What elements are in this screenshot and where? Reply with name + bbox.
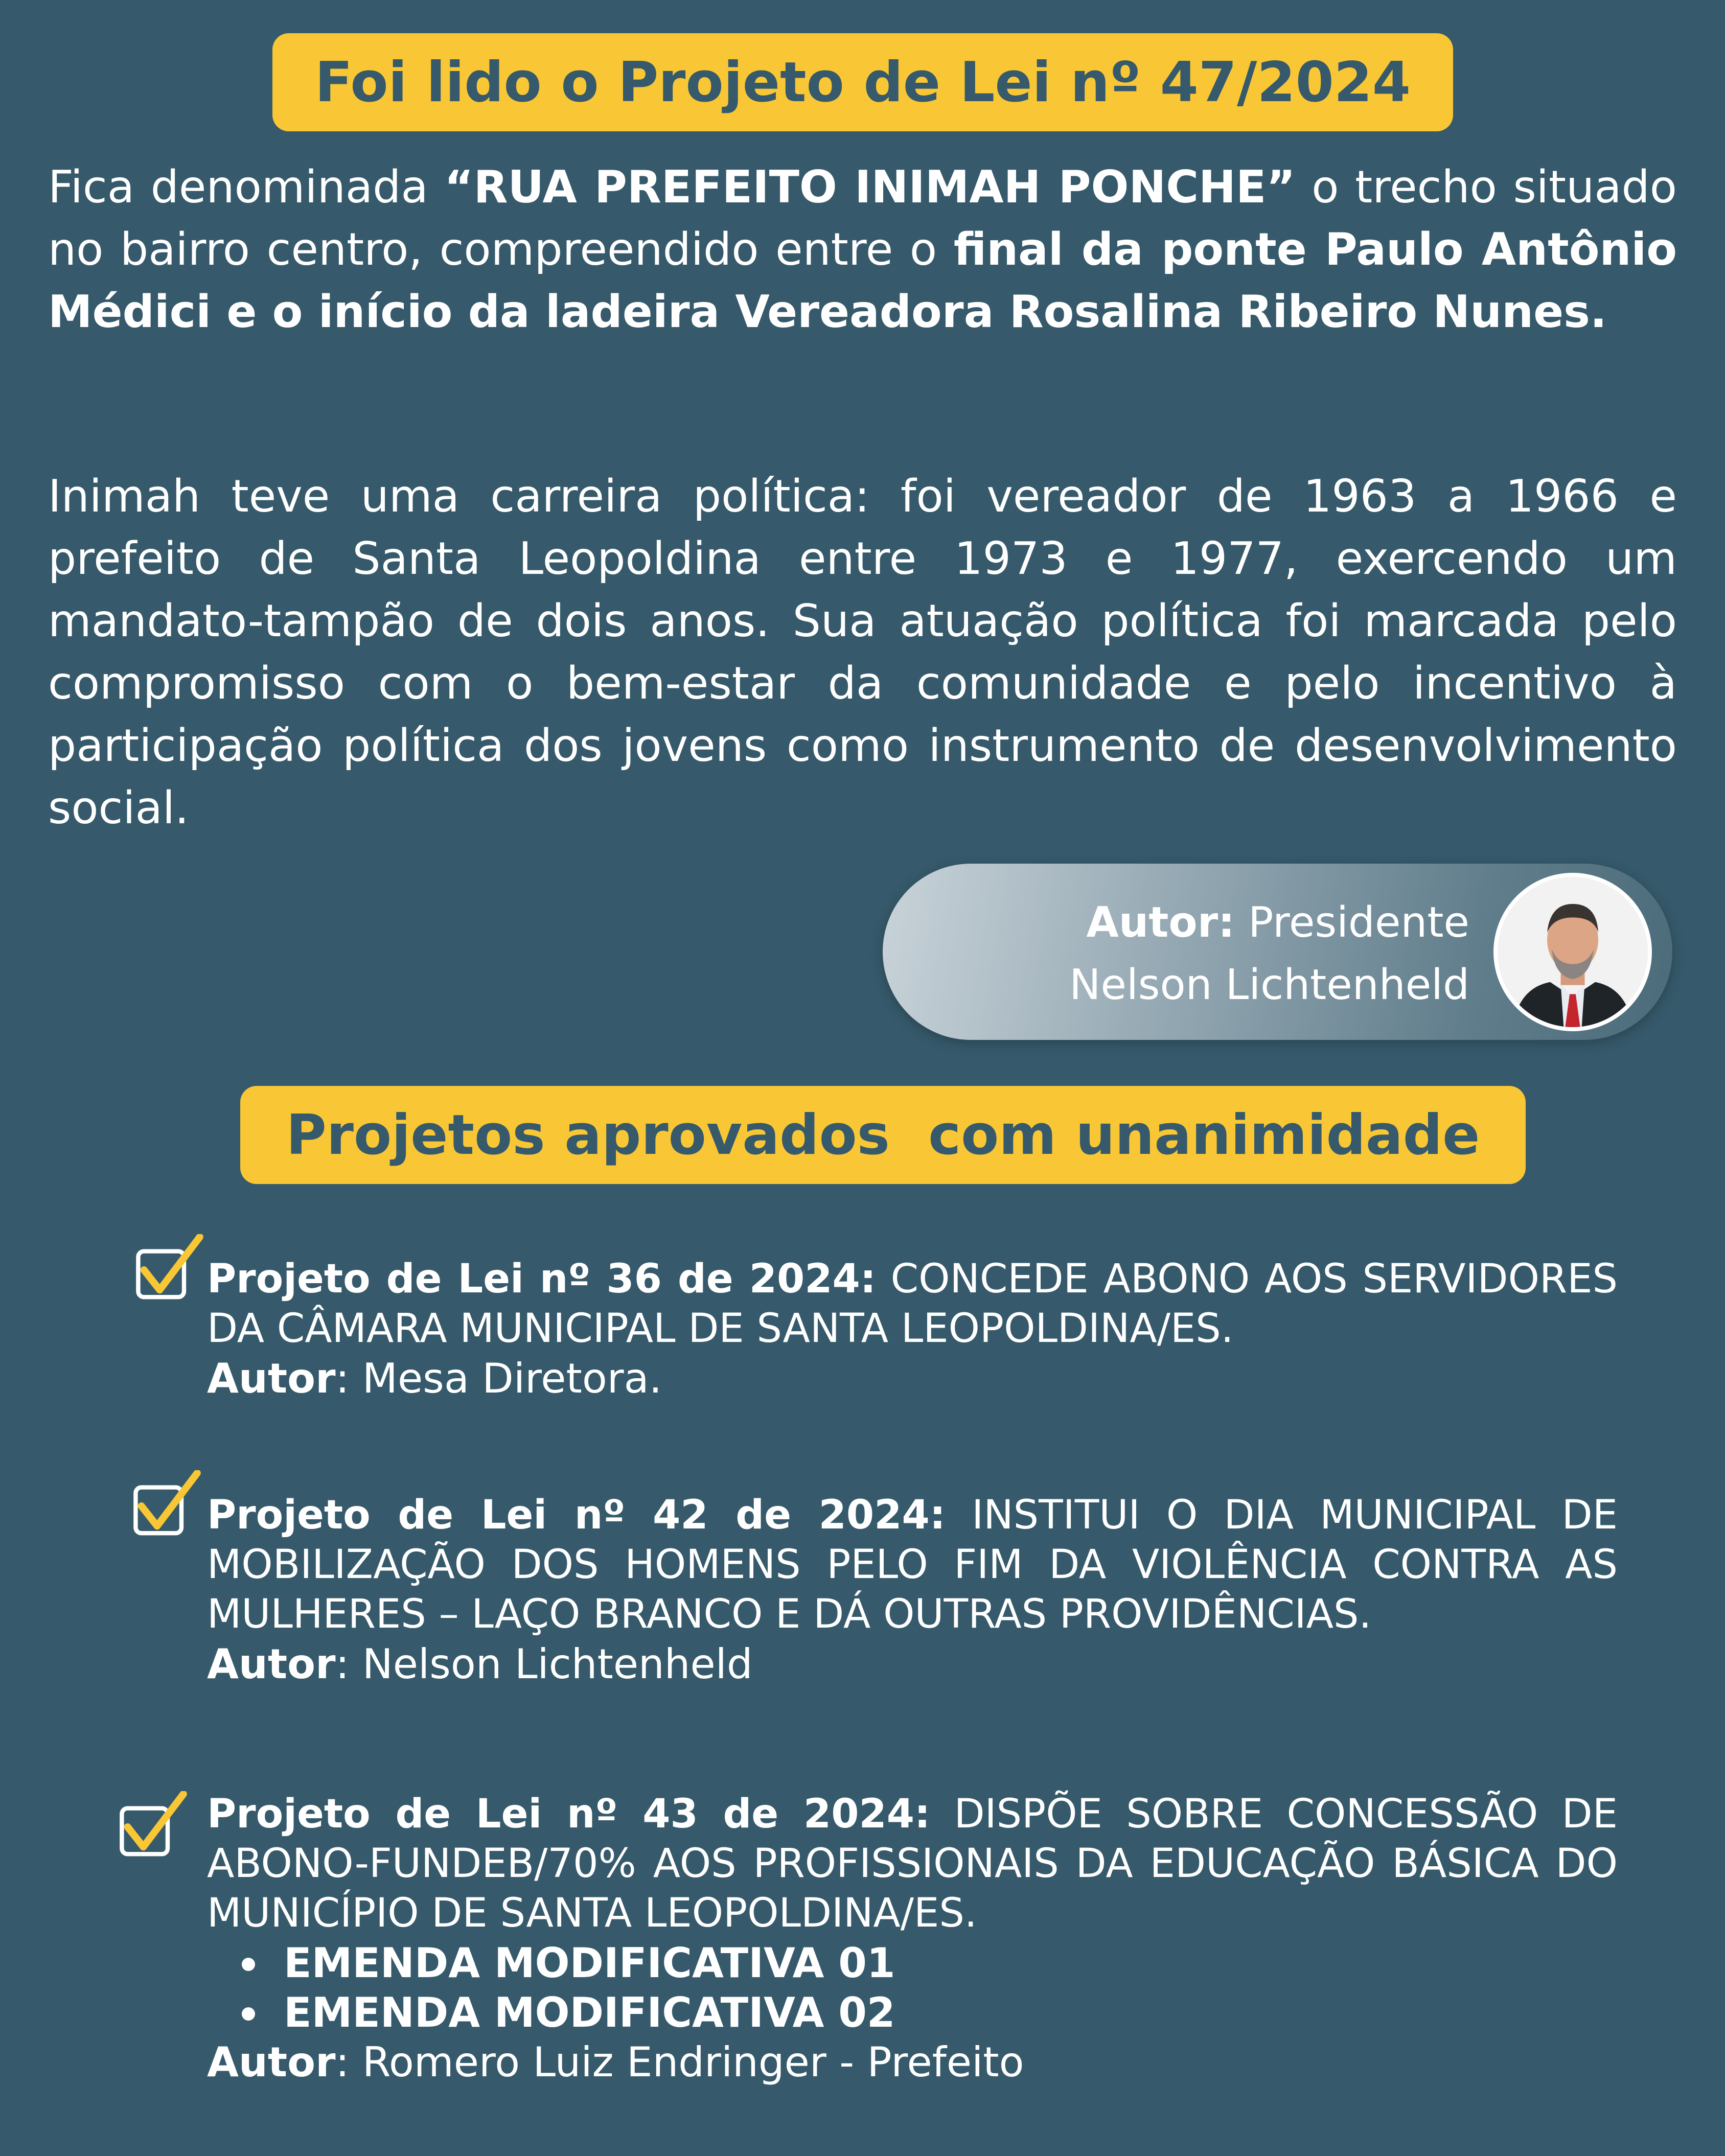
- person-photo-icon: [1498, 877, 1648, 1027]
- project-description: INSTITUI O DIA MUNICIPAL DE MOBILIZAÇÃO DOS HOMENS PELO FIM DA VIOLÊNCIA CONTRA AS MULHERES – LAÇO BRANCO E DÁ OUTRAS PROVIDÊNCIAS.: [207, 1492, 1618, 1637]
- project-author: [207, 1354, 1618, 1403]
- author-role: Presidente: [1234, 898, 1469, 947]
- project-title: Projeto de Lei nº 36 de 2024:: [207, 1256, 876, 1302]
- text-run: o trecho situado no bairro centro, compreendido entre o: [48, 161, 1677, 275]
- author-avatar: [1493, 873, 1652, 1031]
- checkbox-check-icon: [118, 1791, 189, 1863]
- checkbox-check-icon: [131, 1470, 203, 1542]
- author-label: Autor: [207, 2038, 336, 2086]
- street-boundaries: final da ponte Paulo Antônio Médici e o início da ladeira Vereadora Rosalina Ribeiro Nunes.: [48, 223, 1677, 338]
- amendment-item: EMENDA MODIFICATIVA 02: [207, 1988, 1618, 2037]
- author-card: [883, 864, 1672, 1040]
- project-title: Projeto de Lei nº 42 de 2024:: [207, 1492, 946, 1538]
- reading-title-banner: [272, 33, 1453, 131]
- author-value: : Romero Luiz Endringer - Prefeito: [335, 2038, 1024, 2086]
- author-label: Autor: [207, 1640, 336, 1688]
- street-name: “RUA PREFEITO INIMAH PONCHE”: [444, 161, 1296, 213]
- project-text: [207, 1255, 1618, 1354]
- text-run: Fica denominada: [48, 161, 445, 213]
- amendment-list: [207, 1938, 1618, 2037]
- project-text: [207, 1790, 1618, 1938]
- author-label: Autor:: [1086, 898, 1235, 947]
- project-title: Projeto de Lei nº 43 de 2024:: [207, 1791, 931, 1837]
- author-name: Nelson Lichtenheld: [1069, 961, 1469, 1009]
- reading-title: Foi lido o Projeto de Lei nº 47/2024: [314, 50, 1411, 114]
- project-author: [207, 2037, 1618, 2087]
- author-label: Autor: [207, 1355, 336, 1402]
- author-value: : Mesa Diretora.: [335, 1355, 662, 1402]
- biography-paragraph: Inimah teve uma carreira política: foi vereador de 1963 a 1966 e prefeito de Santa Leopoldina entre 1973 e 1977, exercendo um mandato-tampão de dois anos. Sua atuação política foi marcada pelo compromisso com o bem-estar da comunidade e pelo incentivo à participação política dos jovens como instrumento de desenvolvimento social.: [48, 470, 1677, 834]
- project-description: DISPÕE SOBRE CONCESSÃO DE ABONO-FUNDEB/70% AOS PROFISSIONAIS DA EDUCAÇÃO BÁSICA DO MUNICÍPIO DE SANTA LEOPOLDINA/ES.: [207, 1791, 1618, 1936]
- project-text: [207, 1491, 1618, 1639]
- amendment-item: EMENDA MODIFICATIVA 01: [207, 1938, 1618, 1988]
- project-item: [207, 1255, 1618, 1403]
- law-description-paragraph: [48, 156, 1677, 343]
- author-text: [883, 892, 1469, 1016]
- project-author: [207, 1639, 1618, 1689]
- checkbox-check-icon: [134, 1234, 205, 1306]
- section-title: Projetos aprovados com unanimidade: [286, 1103, 1480, 1167]
- project-description: CONCEDE ABONO AOS SERVIDORES DA CÂMARA MUNICIPAL DE SANTA LEOPOLDINA/ES.: [207, 1256, 1618, 1352]
- author-value: : Nelson Lichtenheld: [335, 1640, 753, 1688]
- approved-projects-banner: [240, 1086, 1526, 1184]
- project-item: [207, 1491, 1618, 1689]
- project-item: [207, 1790, 1618, 2087]
